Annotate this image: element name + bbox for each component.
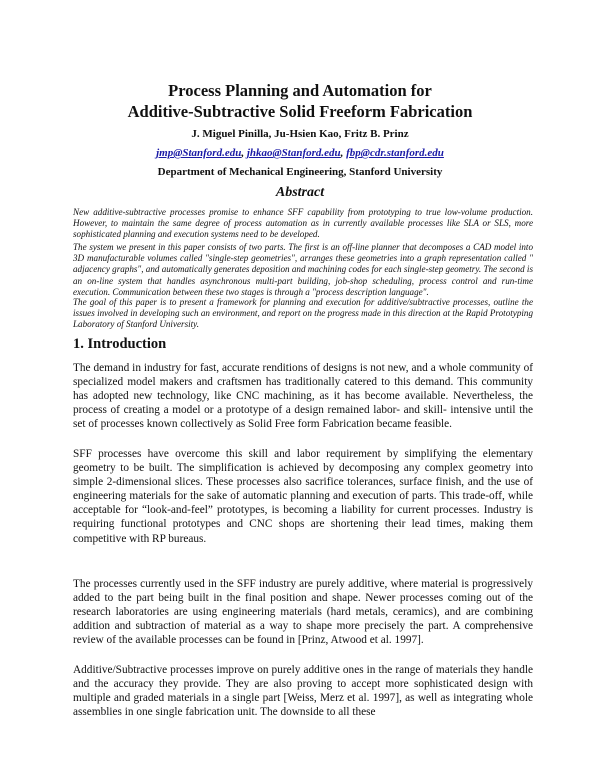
abstract-paragraph-2: The system we present in this paper consists of two parts. The first is an off-line planner that decomposes a CAD model into 3D manufacturable volumes called "single-step geometries", arranges these geometries into a graph representation called " adjacency graphs", and automatically generates deposition and machining codes for each single-step geometry. The second is an on-line system that handles asynchronous multi-part building, job-shop scheduling, process control and run-time execution. Communication between these two stages is through a "process description language". (73, 242, 533, 297)
paper-title-line-2: Additive-Subtractive Solid Freeform Fabrication (127, 102, 473, 121)
email-link-pinilla[interactable]: jmp@Stanford.edu (156, 147, 242, 159)
email-separator: , (340, 147, 347, 159)
abstract-heading: Abstract (275, 185, 325, 200)
intro-paragraph-4: Additive/Subtractive processes improve on purely additive ones in the range of materials they handle and the accuracy they provide. They are also proving to accept more sophisticated design with multiple and graded materials in a single part [Weiss, Merz et al. 1997], as well as integrating whole assemblies in one single fabrication unit. The downside to all these (73, 664, 533, 719)
intro-paragraph-2: SFF processes have overcome this skill and labor requirement by simplifying the elementary geometry to be built. The simplification is achieved by decomposing any complex geometry into simple 2-dimensional slices. These processes also sacrifice tolerances, surface finish, and the use of engineering materials for the sake of automatic planning and execution of parts. This trade-off, while acceptable for “look-and-feel” prototypes, is becoming a liability for current processes. Industry is requiring functional prototypes and CNC shops are shortening their lead times, making them competitive with RP bureaus. (73, 448, 533, 545)
author-list: J. Miguel Pinilla, Ju-Hsien Kao, Fritz B. Prinz (191, 128, 409, 140)
abstract-paragraph-1: New additive-subtractive processes promise to enhance SFF capability from prototyping to true low-volume production. However, to maintain the same degree of process automation as in currently available processes like SLA or SLS, more sophisticated planning and execution systems need to be developed. (73, 207, 533, 240)
section-heading-introduction: 1. Introduction (73, 336, 167, 352)
paper-title-line-1: Process Planning and Automation for (168, 81, 432, 100)
intro-paragraph-1: The demand in industry for fast, accurate renditions of designs is not new, and a whole community of specialized model makers and craftsmen has traditionally catered to this demand. This community has adopted new technology, like CNC machining, as it has become available. Nevertheless, the process of creating a model or a prototype of a design remained labor- and skill- intensive until the set of processes known collectively as Solid Free form Fabrication became feasible. (73, 362, 533, 431)
abstract-paragraph-3: The goal of this paper is to present a framework for planning and execution for additive/subtractive processes, outline the issues involved in developing such an environment, and report on the progress made in this direction at the Rapid Prototyping Laboratory of Stanford University. (73, 297, 533, 330)
intro-paragraph-3: The processes currently used in the SFF industry are purely additive, where material is progressively added to the part being built in the final position and shape. Newer processes coming out of the research laboratories are using engineering materials (hard metals, ceramics), and are combining addition and subtraction of material as a way to shape more precisely the part. A comprehensive review of the available processes can be found in [Prinz, Atwood et al. 1997]. (73, 578, 533, 647)
email-separator: , (241, 147, 247, 159)
author-emails (0, 147, 600, 159)
email-link-prinz[interactable]: fbp@cdr.stanford.edu (346, 147, 444, 159)
email-link-kao[interactable]: jhkao@Stanford.edu (246, 147, 341, 159)
affiliation: Department of Mechanical Engineering, Stanford University (157, 166, 443, 178)
